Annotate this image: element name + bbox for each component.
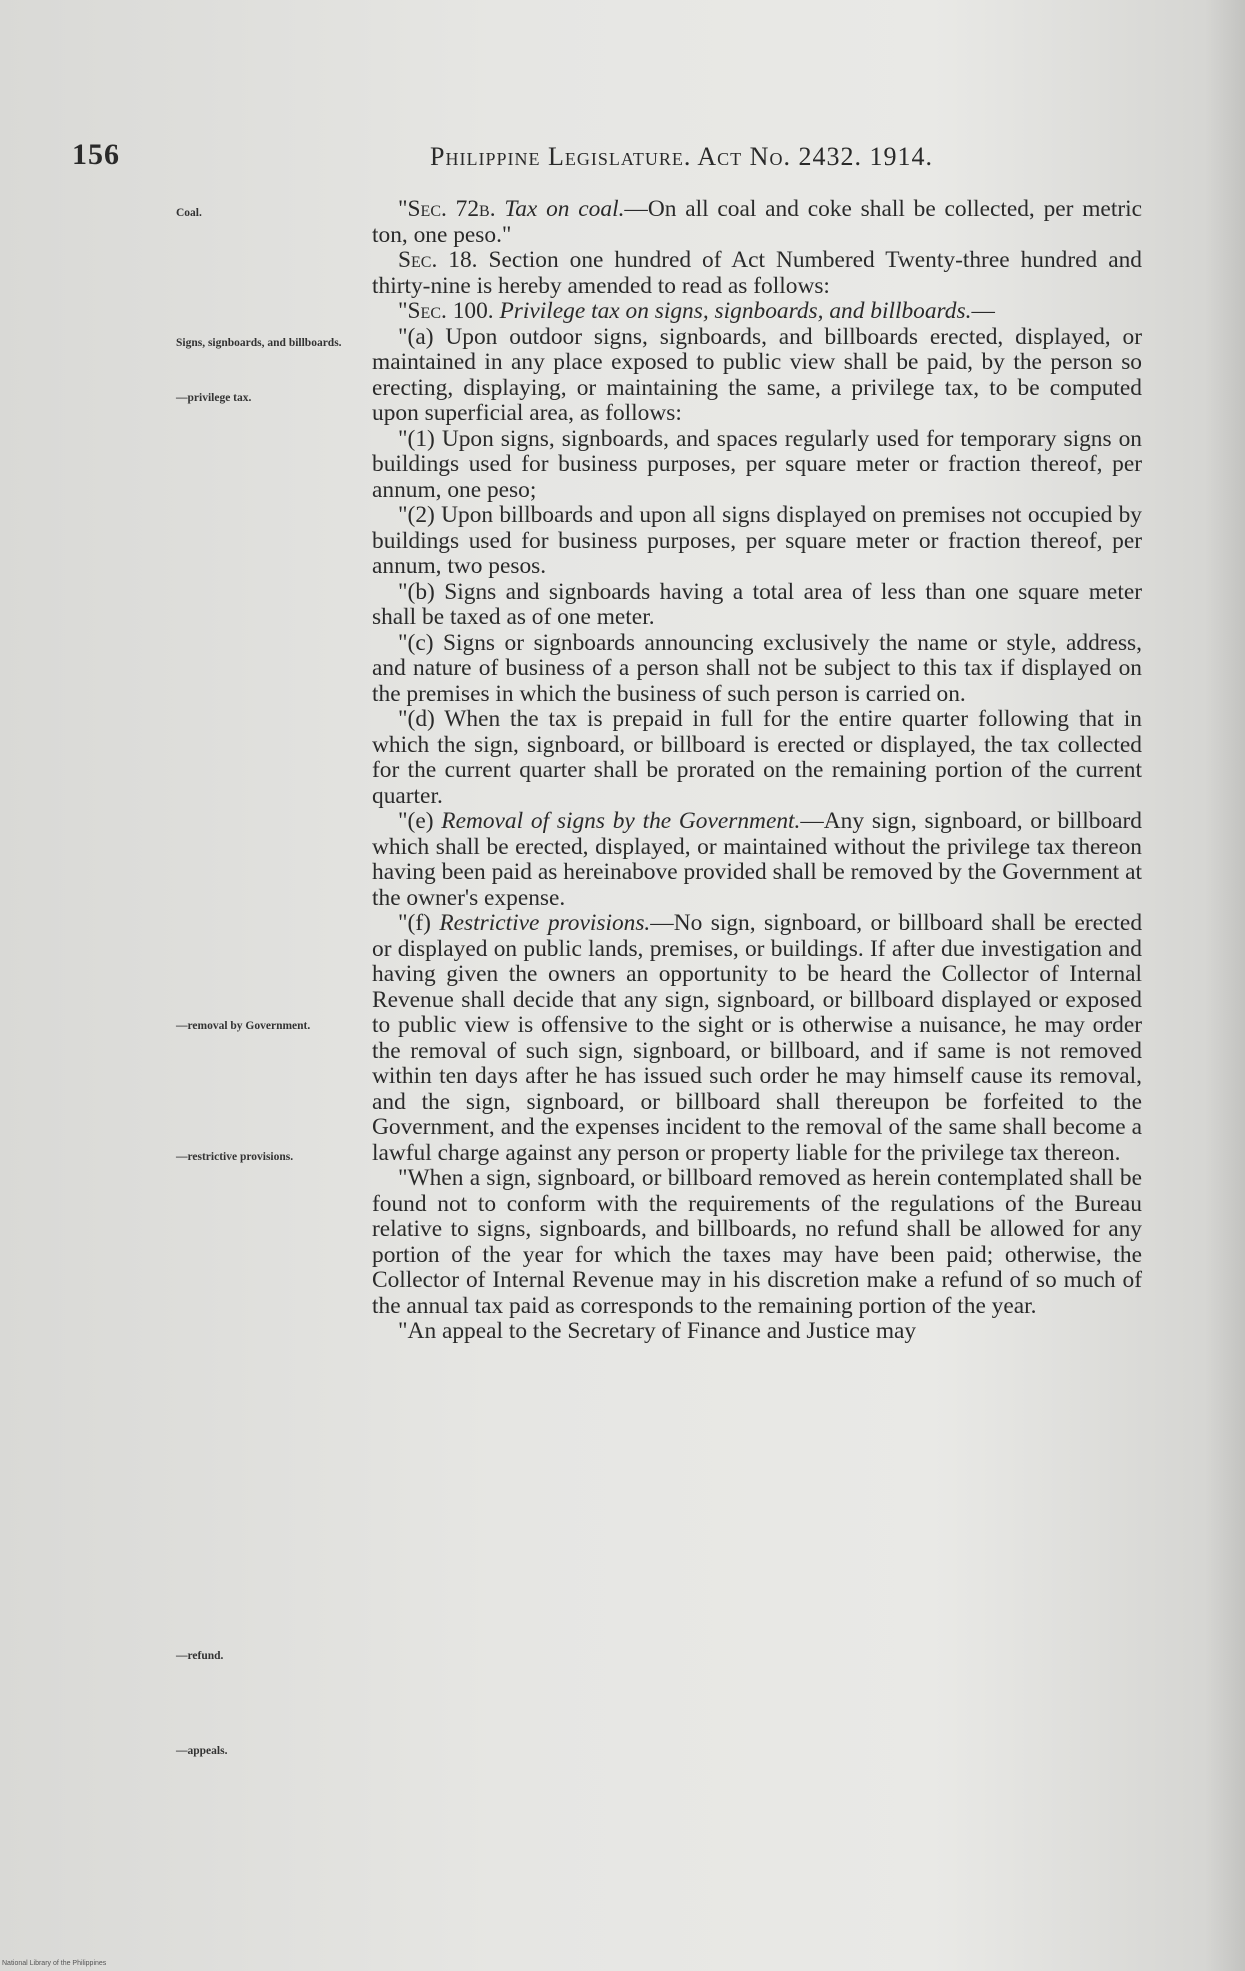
library-footer: National Library of the Philippines xyxy=(2,1960,107,1967)
paragraph-refund: "When a sign, signboard, or billboard removed as herein contemplated shall be found not to conform with the requirements of the regulations of the Bureau relative to signs, signboards, and billboards, no refund shall be allowed for any portion of the year for which the taxes may have been paid; otherwise, the Collector of Internal Revenue may in his discretion make a refund of so much of the annual tax paid as corresponds to the remaining portion of the year. xyxy=(372,1165,1142,1319)
paragraph-1: "(1) Upon signs, signboards, and spaces regularly used for temporary signs on buildings used for business purposes, per square meter or fraction thereof, per annum, one peso; xyxy=(372,425,1142,503)
margin-note-removal: —removal by Government. xyxy=(176,1020,311,1032)
paragraph-sec-18: Sec. 18. Section one hundred of Act Numbered Twenty-three hundred and thirty-nine is hereby amended to read as follows: xyxy=(372,247,1142,299)
margin-note-appeals: —appeals. xyxy=(176,1745,228,1757)
paragraph-f: "(f) Restrictive provisions.—No sign, signboard, or billboard shall be erected or displayed on public lands, premises, or buildings. If after due investigation and having given the owners an opportunity to be heard the Collector of Internal Revenue shall decide that any sign, signboard, or billboard displayed or exposed to public view is offensive to the sight or is otherwise a nuisance, he may order the removal of such sign, signboard, or billboard, and if same is not removed within ten days after he has issued such order he may himself cause its removal, and the sign, signboard, or billboard shall thereupon be forfeited to the Government, and the expenses incident to the removal of the same shall become a lawful charge against any person or property liable for the privilege tax thereon. xyxy=(372,910,1143,1166)
body-text xyxy=(372,197,1142,1345)
margin-note-privilege-tax: —privilege tax. xyxy=(176,392,252,404)
paragraph-sec-72b: "Sec. 72b. Tax on coal.—On all coal and coke shall be collected, per metric ton, one peso." xyxy=(372,196,1142,248)
paragraph-c: "(c) Signs or signboards announcing exclusively the name or style, address, and nature of business of a person shall not be subject to this tax if displayed on the premises in which the business of such person is carried on. xyxy=(372,629,1142,707)
paragraph-sec-100: "Sec. 100. Privilege tax on signs, signboards, and billboards.— xyxy=(398,298,995,324)
running-head: Philippine Legislature. Act No. 2432. 1914. xyxy=(430,142,933,171)
paragraph-appeal: "An appeal to the Secretary of Finance and Justice may xyxy=(398,1318,917,1344)
page-edge-shadow xyxy=(1205,0,1245,1971)
margin-note-coal: Coal. xyxy=(176,207,202,219)
margin-note-refund: —refund. xyxy=(176,1650,224,1662)
paragraph-d: "(d) When the tax is prepaid in full for the entire quarter following that in which the sign, signboard, or billboard is erected or displayed, the tax collected for the current quarter shall be prorated on the remaining portion of the current quarter. xyxy=(372,706,1142,809)
margin-note-restrictive: —restrictive provisions. xyxy=(176,1151,294,1163)
paragraph-a: "(a) Upon outdoor signs, signboards, and billboards erected, displayed, or maintained in any place exposed to public view shall be paid, by the person so erecting, displaying, or maintaining the same, a privilege tax, to be computed upon superficial area, as follows: xyxy=(372,323,1142,426)
page-number: 156 xyxy=(72,138,120,171)
paragraph-e: "(e) Removal of signs by the Government.—Any sign, signboard, or billboard which shall be erected, displayed, or maintained without the privilege tax thereon having been paid as hereinabove provided shall be removed by the Government at the owner's expense. xyxy=(372,808,1143,911)
paragraph-b: "(b) Signs and signboards having a total area of less than one square meter shall be taxed as of one meter. xyxy=(372,578,1142,630)
margin-note-signs: Signs, signboards, and billboards. xyxy=(176,337,342,349)
paragraph-2: "(2) Upon billboards and upon all signs displayed on premises not occupied by buildings used for business purposes, per square meter or fraction thereof, per annum, two pesos. xyxy=(372,502,1142,579)
